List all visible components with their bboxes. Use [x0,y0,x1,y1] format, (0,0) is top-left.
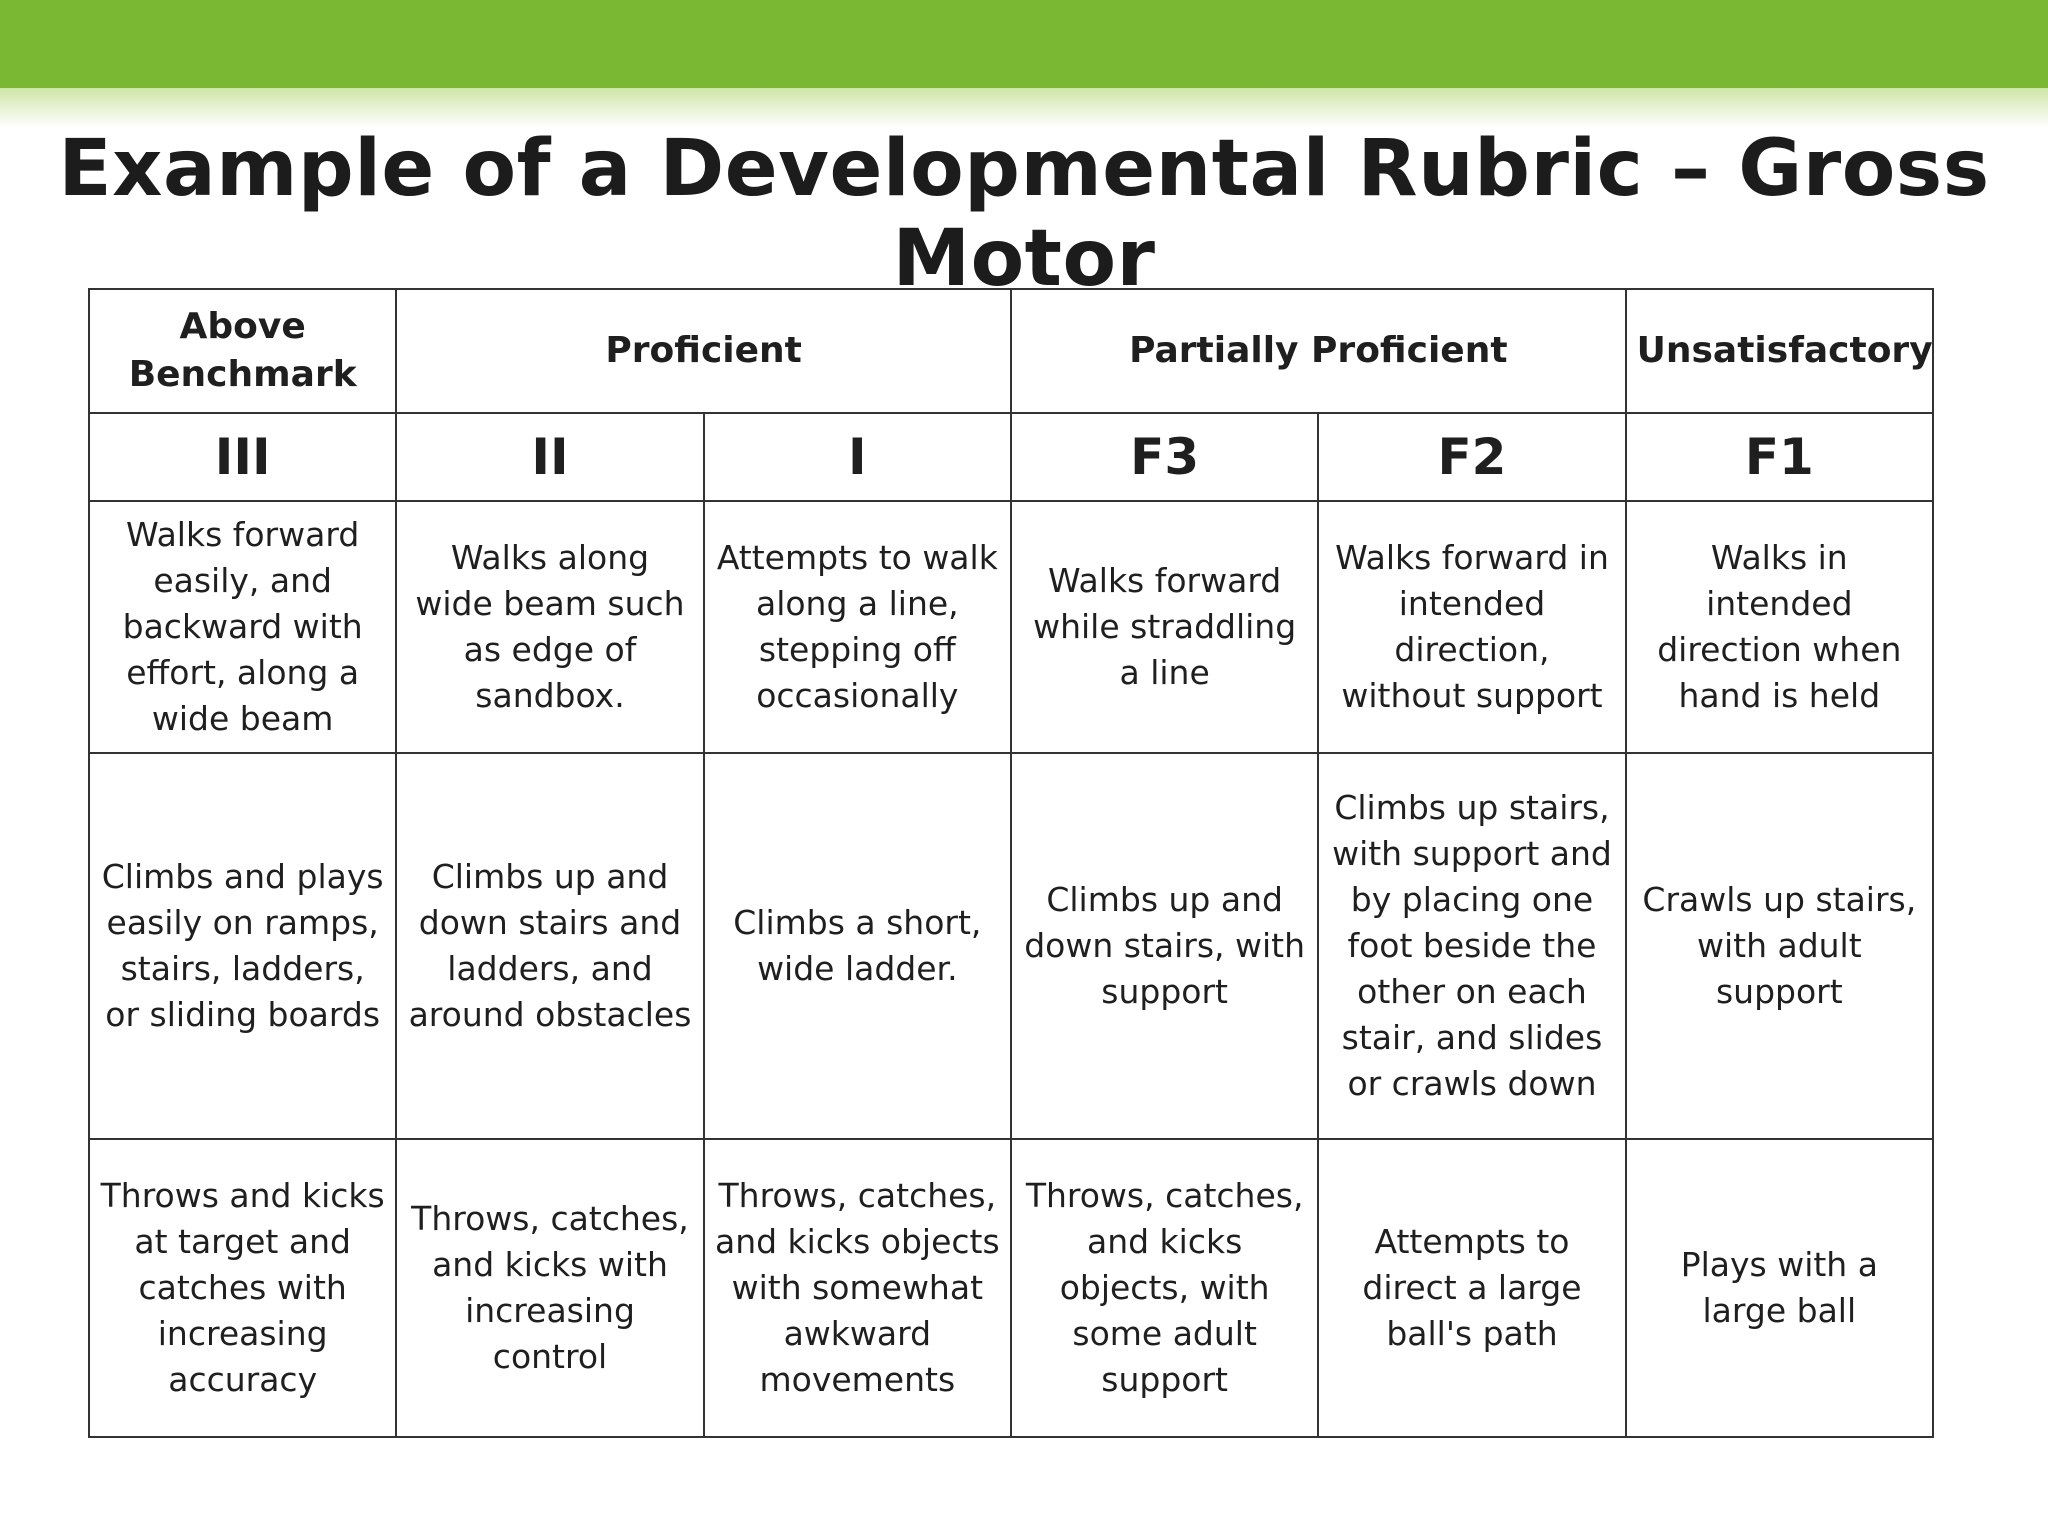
level-header-iii: III [89,413,396,501]
rubric-cell: Climbs up and down stairs and ladders, and around obstacles [396,753,703,1139]
rubric-row-ball-skills [89,1139,1933,1437]
rubric-cell: Attempts to direct a large ball's path [1318,1139,1625,1437]
rubric-cell: Crawls up stairs, with adult support [1626,753,1933,1139]
rubric-cell: Walks forward in intended direction, without support [1318,501,1625,753]
rubric-cell: Throws, catches, and kicks objects with somewhat awkward movements [704,1139,1011,1437]
rubric-table [88,288,1934,1438]
rubric-cell: Plays with a large ball [1626,1139,1933,1437]
category-header-above-benchmark: Above Benchmark [89,289,396,413]
rubric-cell: Climbs and plays easily on ramps, stairs, ladders, or sliding boards [89,753,396,1139]
level-header-ii: II [396,413,703,501]
rubric-cell: Throws and kicks at target and catches with increasing accuracy [89,1139,396,1437]
rubric-cell: Climbs up stairs, with support and by placing one foot beside the other on each stair, and slides or crawls down [1318,753,1625,1139]
top-accent-bar [0,0,2048,88]
level-header-i: I [704,413,1011,501]
slide-title: Example of a Developmental Rubric – Gross Motor [58,124,1990,304]
rubric-cell: Throws, catches, and kicks with increasing control [396,1139,703,1437]
rubric-cell: Throws, catches, and kicks objects, with some adult support [1011,1139,1318,1437]
level-header-row [89,413,1933,501]
rubric-row-walking [89,501,1933,753]
rubric-row-climbing [89,753,1933,1139]
level-header-f1: F1 [1626,413,1933,501]
rubric-cell: Walks forward while straddling a line [1011,501,1318,753]
category-header-partially-proficient: Partially Proficient [1011,289,1626,413]
rubric-cell: Walks in intended direction when hand is held [1626,501,1933,753]
top-accent-fade [0,88,2048,128]
rubric-cell: Climbs up and down stairs, with support [1011,753,1318,1139]
rubric-cell: Walks forward easily, and backward with effort, along a wide beam [89,501,396,753]
category-header-unsatisfactory: Unsatisfactory [1626,289,1933,413]
rubric-cell: Walks along wide beam such as edge of sandbox. [396,501,703,753]
level-header-f2: F2 [1318,413,1625,501]
category-header-row [89,289,1933,413]
rubric-cell: Climbs a short, wide ladder. [704,753,1011,1139]
rubric-cell: Attempts to walk along a line, stepping off occasionally [704,501,1011,753]
level-header-f3: F3 [1011,413,1318,501]
category-header-proficient: Proficient [396,289,1011,413]
